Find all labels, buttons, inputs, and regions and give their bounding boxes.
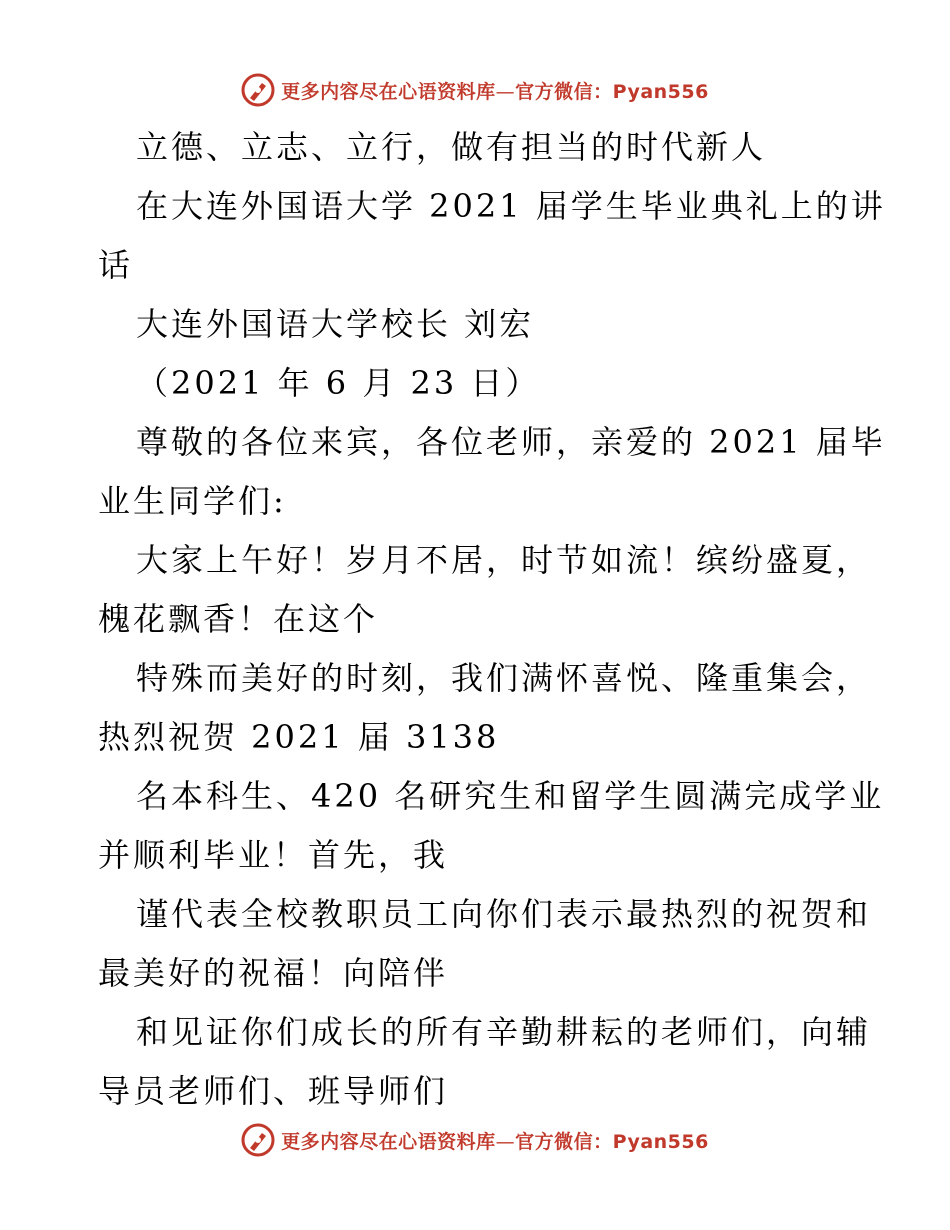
text-line: 热烈祝贺 2021 届 3138 (98, 718, 500, 756)
document-body (98, 118, 886, 1121)
text-line: 大连外国语大学校长 刘宏 (136, 305, 535, 343)
text-line: 大家上午好！岁月不居，时节如流！缤纷盛夏， (136, 541, 872, 579)
pen-logo-icon (241, 73, 275, 107)
footer-watermark (0, 1120, 950, 1160)
text-line: 在大连外国语大学 2021 届学生毕业典礼上的讲 (136, 187, 886, 225)
text-line: 和见证你们成长的所有辛勤耕耘的老师们，向辅 (136, 1013, 872, 1051)
text-line: 话 (98, 246, 134, 284)
header-watermark (0, 70, 950, 110)
watermark-text: 更多内容尽在心语资料库—官方微信：Pyan556 (281, 1130, 709, 1153)
text-line: 导员老师们、班导师们 (98, 1072, 449, 1110)
text-line: 名本科生、420 名研究生和留学生圆满完成学业 (136, 777, 885, 815)
text-line: 最美好的祝福！向陪伴 (98, 954, 449, 992)
text-line: 谨代表全校教职员工向你们表示最热烈的祝贺和 (136, 895, 872, 933)
text-line: （2021 年 6 月 23 日） (136, 364, 541, 402)
watermark-text: 更多内容尽在心语资料库—官方微信：Pyan556 (281, 80, 709, 103)
text-line: 槐花飘香！在这个 (98, 600, 379, 638)
text-line: 特殊而美好的时刻，我们满怀喜悦、隆重集会， (136, 659, 872, 697)
pen-logo-icon (241, 1123, 275, 1157)
text-line: 尊敬的各位来宾，各位老师，亲爱的 2021 届毕 (136, 423, 886, 461)
text-line: 并顺利毕业！首先，我 (98, 836, 449, 874)
text-line: 业生同学们: (98, 482, 287, 520)
text-line: 立德、立志、立行，做有担当的时代新人 (136, 128, 767, 166)
